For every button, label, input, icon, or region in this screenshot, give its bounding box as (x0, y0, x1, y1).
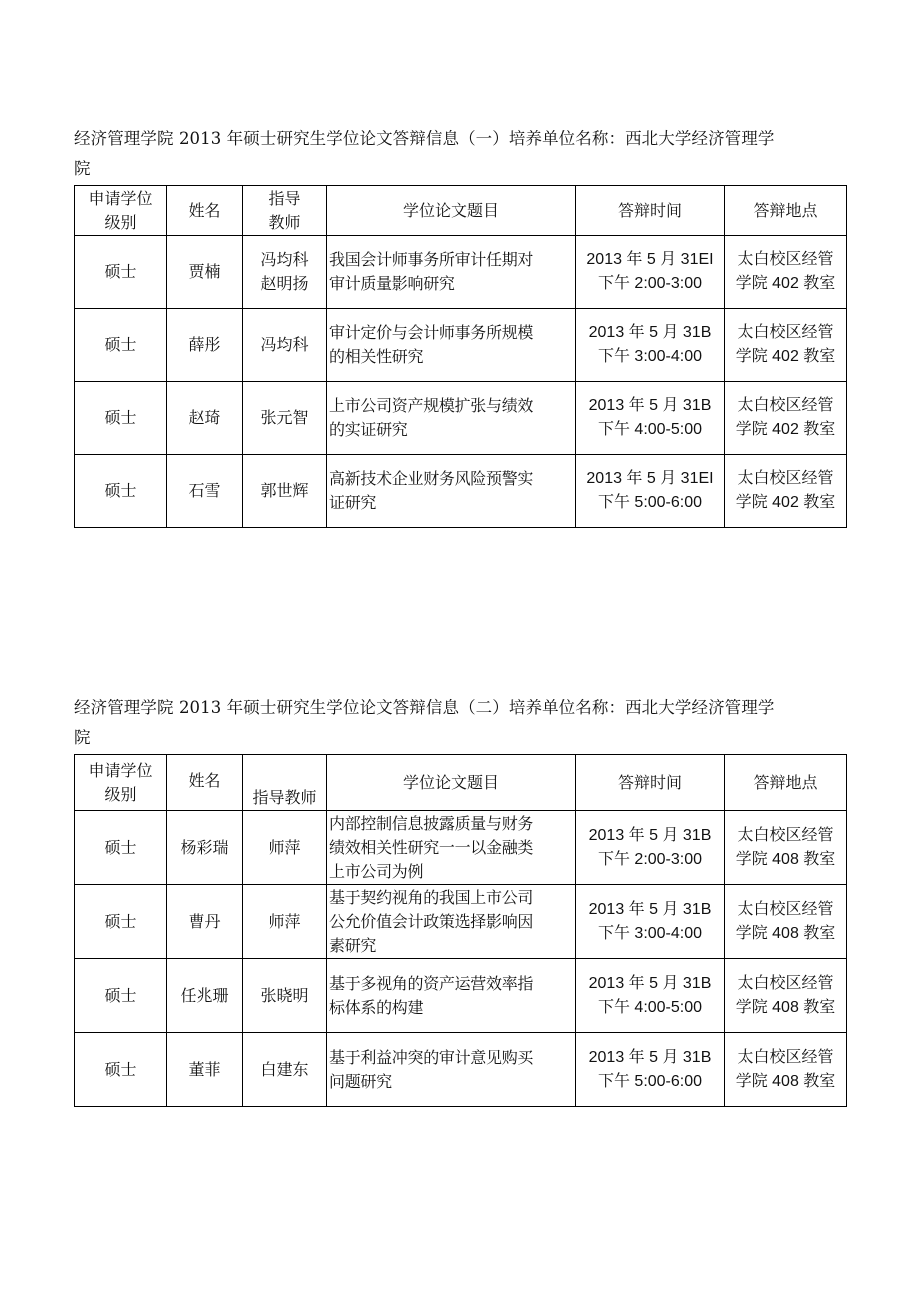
topic-line: 上市公司资产规模扩张与绩效 (329, 396, 534, 415)
place-line: 学院 402 教室 (735, 348, 836, 365)
defense-time-cell (576, 885, 725, 959)
defense-time-cell (576, 236, 725, 309)
time-line: 2013 年 5 月 31B (588, 324, 712, 341)
time-line: 2013 年 5 月 31B (588, 826, 712, 844)
advisor-line: 白建东 (260, 1059, 309, 1079)
topic-line: 素研究 (329, 935, 377, 955)
topic-line: 上市公司为例 (329, 861, 424, 881)
advisor-line: 冯均科 (260, 335, 309, 354)
table-row (75, 309, 847, 382)
column-header-advisor: 指导 教师 (243, 186, 327, 236)
defense-place-cell (725, 382, 847, 455)
defense-place-cell (725, 236, 847, 309)
student-name-cell: 任兆珊 (167, 959, 243, 1033)
advisor-cell (243, 885, 327, 959)
defense-time-cell (576, 811, 725, 885)
place-line: 学院 408 教室 (735, 850, 836, 868)
column-header-name: 姓名 (167, 755, 243, 811)
column-header-thesis-topic: 学位论文题目 (327, 186, 576, 236)
time-line: 2013 年 5 月 31B (588, 974, 712, 992)
defense-info-section-2 (74, 693, 846, 1107)
place-line: 学院 408 教室 (735, 924, 836, 942)
place-line: 太白校区经管 (737, 397, 834, 414)
time-line: 下午 3:00-4:00 (597, 348, 703, 365)
defense-time-cell (576, 309, 725, 382)
degree-level-cell: 硕士 (75, 1033, 167, 1107)
place-line: 太白校区经管 (737, 251, 834, 268)
advisor-cell (243, 455, 327, 528)
degree-level-cell: 硕士 (75, 382, 167, 455)
column-header-defense-time: 答辩时间 (576, 186, 725, 236)
defense-time-cell (576, 382, 725, 455)
topic-line: 公允价值会计政策选择影响因 (329, 911, 534, 931)
topic-line: 基于多视角的资产运营效率指 (329, 973, 534, 993)
advisor-line: 师萍 (268, 837, 301, 857)
place-line: 学院 408 教室 (735, 1072, 836, 1090)
student-name-cell: 薛彤 (167, 309, 243, 382)
advisor-cell (243, 1033, 327, 1107)
thesis-topic-cell (327, 382, 576, 455)
table-body (75, 186, 847, 528)
defense-place-cell (725, 885, 847, 959)
student-name-cell: 石雪 (167, 455, 243, 528)
time-line: 下午 5:00-6:00 (597, 494, 703, 511)
degree-level-cell: 硕士 (75, 309, 167, 382)
topic-line: 基于利益冲突的审计意见购买 (329, 1047, 534, 1067)
time-line: 下午 2:00-3:00 (597, 850, 703, 868)
place-line: 学院 402 教室 (735, 421, 836, 438)
heading-line-2: 院 (74, 728, 91, 747)
topic-line: 高新技术企业财务风险预警实 (329, 469, 534, 488)
column-header-defense-place: 答辩地点 (725, 755, 847, 811)
thesis-topic-cell (327, 309, 576, 382)
time-line: 2013 年 5 月 31B (588, 397, 712, 414)
column-header-advisor: 指导教师 (243, 755, 327, 811)
heading-line-2: 院 (74, 159, 91, 178)
table-row (75, 236, 847, 309)
table-header-row (75, 755, 847, 811)
advisor-cell (243, 382, 327, 455)
column-header-name: 姓名 (167, 186, 243, 236)
time-line: 下午 2:00-3:00 (597, 275, 703, 292)
topic-line: 的相关性研究 (329, 347, 424, 366)
topic-line: 内部控制信息披露质量与财务 (329, 813, 534, 833)
thesis-topic-cell (327, 811, 576, 885)
defense-place-cell (725, 1033, 847, 1107)
table-row (75, 455, 847, 528)
defense-schedule-table (74, 185, 847, 528)
degree-level-cell: 硕士 (75, 236, 167, 309)
table-row (75, 959, 847, 1033)
column-header-degree-level: 申请学位 级别 (75, 186, 167, 236)
defense-time-cell (576, 959, 725, 1033)
time-line: 下午 4:00-5:00 (597, 421, 703, 438)
advisor-line: 师萍 (268, 911, 301, 931)
student-name-cell: 杨彩瑞 (167, 811, 243, 885)
thesis-topic-cell (327, 885, 576, 959)
thesis-topic-cell (327, 959, 576, 1033)
advisor-line: 赵明扬 (260, 274, 309, 293)
advisor-line: 冯均科 (260, 250, 309, 269)
advisor-line: 张晓明 (260, 985, 309, 1005)
topic-line: 证研究 (329, 493, 377, 512)
advisor-line: 郭世辉 (260, 481, 309, 500)
time-line: 2013 年 5 月 31B (588, 900, 712, 918)
topic-line: 审计定价与会计师事务所规模 (329, 323, 534, 342)
thesis-topic-cell (327, 1033, 576, 1107)
time-line: 下午 5:00-6:00 (597, 1072, 703, 1090)
heading-line-1: 经济管理学院 2013 年硕士研究生学位论文答辩信息（一）培养单位名称：西北大学经济管理学 (74, 129, 775, 148)
defense-schedule-table (74, 754, 847, 1107)
defense-place-cell (725, 959, 847, 1033)
place-line: 学院 408 教室 (735, 998, 836, 1016)
column-header-thesis-topic: 学位论文题目 (327, 755, 576, 811)
advisor-cell (243, 959, 327, 1033)
place-line: 太白校区经管 (737, 324, 834, 341)
table-row (75, 382, 847, 455)
section-heading (74, 693, 846, 753)
time-line: 2013 年 5 月 31EI (586, 251, 714, 268)
degree-level-cell: 硕士 (75, 811, 167, 885)
student-name-cell: 曹丹 (167, 885, 243, 959)
table-row (75, 885, 847, 959)
topic-line: 问题研究 (329, 1071, 392, 1091)
place-line: 太白校区经管 (737, 974, 834, 992)
place-line: 太白校区经管 (737, 470, 834, 487)
defense-time-cell (576, 1033, 725, 1107)
place-line: 学院 402 教室 (735, 494, 836, 511)
advisor-line: 张元智 (260, 408, 309, 427)
time-line: 2013 年 5 月 31B (588, 1048, 712, 1066)
table-header-row (75, 186, 847, 236)
degree-level-cell: 硕士 (75, 959, 167, 1033)
column-header-defense-time: 答辩时间 (576, 755, 725, 811)
advisor-cell (243, 309, 327, 382)
advisor-cell (243, 811, 327, 885)
table-row (75, 1033, 847, 1107)
defense-place-cell (725, 309, 847, 382)
section-heading (74, 124, 846, 184)
place-line: 太白校区经管 (737, 1048, 834, 1066)
time-line: 下午 4:00-5:00 (597, 998, 703, 1016)
time-line: 下午 3:00-4:00 (597, 924, 703, 942)
column-header-degree-level: 申请学位 级别 (75, 755, 167, 811)
student-name-cell: 董菲 (167, 1033, 243, 1107)
topic-line: 的实证研究 (329, 420, 408, 439)
place-line: 太白校区经管 (737, 900, 834, 918)
degree-level-cell: 硕士 (75, 885, 167, 959)
advisor-cell (243, 236, 327, 309)
table-body (75, 755, 847, 1107)
topic-line: 基于契约视角的我国上市公司 (329, 887, 534, 907)
topic-line: 绩效相关性研究一一以金融类 (329, 837, 534, 857)
topic-line: 标体系的构建 (329, 997, 424, 1017)
defense-time-cell (576, 455, 725, 528)
heading-line-1: 经济管理学院 2013 年硕士研究生学位论文答辩信息（二）培养单位名称：西北大学经济管理学 (74, 698, 775, 717)
place-line: 太白校区经管 (737, 826, 834, 844)
thesis-topic-cell (327, 236, 576, 309)
student-name-cell: 赵琦 (167, 382, 243, 455)
place-line: 学院 402 教室 (735, 275, 836, 292)
defense-place-cell (725, 455, 847, 528)
table-row (75, 811, 847, 885)
time-line: 2013 年 5 月 31EI (586, 470, 714, 487)
student-name-cell: 贾楠 (167, 236, 243, 309)
defense-info-section-1 (74, 124, 846, 528)
defense-place-cell (725, 811, 847, 885)
thesis-topic-cell (327, 455, 576, 528)
topic-line: 审计质量影响研究 (329, 274, 455, 293)
column-header-defense-place: 答辩地点 (725, 186, 847, 236)
topic-line: 我国会计师事务所审计任期对 (329, 250, 534, 269)
degree-level-cell: 硕士 (75, 455, 167, 528)
